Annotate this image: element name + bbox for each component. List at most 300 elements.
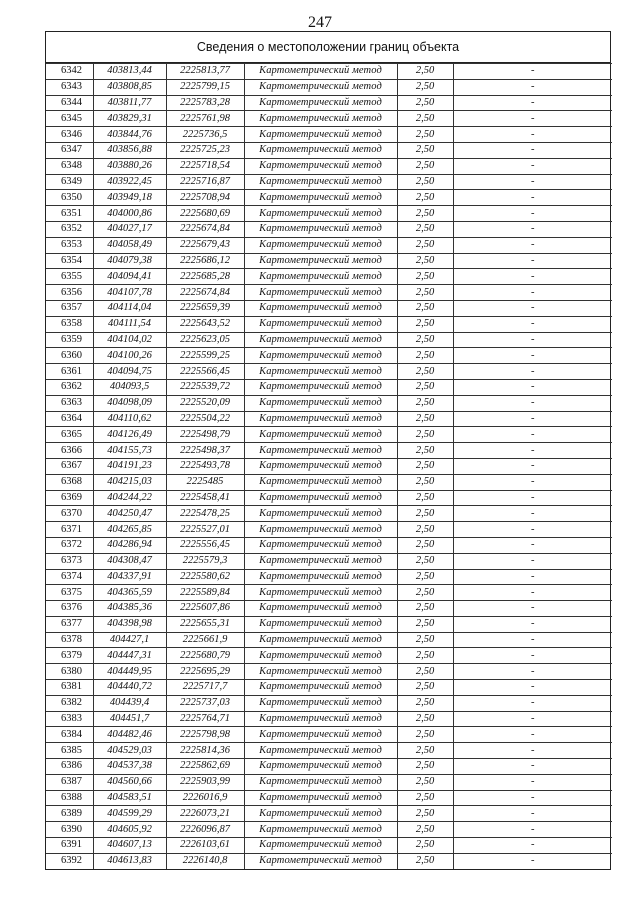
description-cell: - <box>453 774 612 790</box>
table-row <box>46 838 612 854</box>
precision-cell: 2,50 <box>397 253 453 269</box>
description-cell: - <box>453 158 612 174</box>
method-cell: Картометрический метод <box>244 206 397 222</box>
method-cell: Картометрический метод <box>244 490 397 506</box>
x-coordinate-cell: 404093,5 <box>93 379 166 395</box>
description-cell: - <box>453 332 612 348</box>
x-coordinate-cell: 403844,76 <box>93 127 166 143</box>
method-cell: Картометрический метод <box>244 395 397 411</box>
precision-cell: 2,50 <box>397 743 453 759</box>
point-number-cell: 6383 <box>46 711 93 727</box>
x-coordinate-cell: 404100,26 <box>93 348 166 364</box>
description-cell: - <box>453 111 612 127</box>
method-cell: Картометрический метод <box>244 648 397 664</box>
y-coordinate-cell: 2225659,39 <box>166 300 244 316</box>
point-number-cell: 6391 <box>46 838 93 854</box>
table-row <box>46 253 612 269</box>
y-coordinate-cell: 2225903,99 <box>166 774 244 790</box>
x-coordinate-cell: 404613,83 <box>93 853 166 868</box>
point-number-cell: 6347 <box>46 142 93 158</box>
point-number-cell: 6351 <box>46 206 93 222</box>
x-coordinate-cell: 404094,41 <box>93 269 166 285</box>
point-number-cell: 6379 <box>46 648 93 664</box>
method-cell: Картометрический метод <box>244 95 397 111</box>
point-number-cell: 6361 <box>46 364 93 380</box>
description-cell: - <box>453 759 612 775</box>
table-row <box>46 522 612 538</box>
x-coordinate-cell: 404265,85 <box>93 522 166 538</box>
description-cell: - <box>453 64 612 80</box>
precision-cell: 2,50 <box>397 285 453 301</box>
method-cell: Картометрический метод <box>244 316 397 332</box>
description-cell: - <box>453 427 612 443</box>
table-row <box>46 680 612 696</box>
precision-cell: 2,50 <box>397 127 453 143</box>
precision-cell: 2,50 <box>397 190 453 206</box>
x-coordinate-cell: 404094,75 <box>93 364 166 380</box>
y-coordinate-cell: 2225556,45 <box>166 537 244 553</box>
method-cell: Картометрический метод <box>244 411 397 427</box>
precision-cell: 2,50 <box>397 332 453 348</box>
table-row <box>46 774 612 790</box>
x-coordinate-cell: 404107,78 <box>93 285 166 301</box>
description-cell: - <box>453 142 612 158</box>
table-row <box>46 822 612 838</box>
precision-cell: 2,50 <box>397 474 453 490</box>
y-coordinate-cell: 2225493,78 <box>166 458 244 474</box>
table-row <box>46 95 612 111</box>
method-cell: Картометрический метод <box>244 838 397 854</box>
table-row <box>46 585 612 601</box>
precision-cell: 2,50 <box>397 601 453 617</box>
x-coordinate-cell: 404440,72 <box>93 680 166 696</box>
table-row <box>46 190 612 206</box>
x-coordinate-cell: 404599,29 <box>93 806 166 822</box>
point-number-cell: 6355 <box>46 269 93 285</box>
y-coordinate-cell: 2225717,7 <box>166 680 244 696</box>
description-cell: - <box>453 458 612 474</box>
point-number-cell: 6371 <box>46 522 93 538</box>
method-cell: Картометрический метод <box>244 853 397 868</box>
point-number-cell: 6384 <box>46 727 93 743</box>
y-coordinate-cell: 2225520,09 <box>166 395 244 411</box>
point-number-cell: 6346 <box>46 127 93 143</box>
table-row <box>46 569 612 585</box>
method-cell: Картометрический метод <box>244 664 397 680</box>
precision-cell: 2,50 <box>397 585 453 601</box>
description-cell: - <box>453 522 612 538</box>
method-cell: Картометрический метод <box>244 774 397 790</box>
point-number-cell: 6390 <box>46 822 93 838</box>
x-coordinate-cell: 403829,31 <box>93 111 166 127</box>
y-coordinate-cell: 2225686,12 <box>166 253 244 269</box>
point-number-cell: 6387 <box>46 774 93 790</box>
x-coordinate-cell: 404215,03 <box>93 474 166 490</box>
description-cell: - <box>453 95 612 111</box>
y-coordinate-cell: 2226096,87 <box>166 822 244 838</box>
method-cell: Картометрический метод <box>244 285 397 301</box>
description-cell: - <box>453 537 612 553</box>
precision-cell: 2,50 <box>397 206 453 222</box>
point-number-cell: 6354 <box>46 253 93 269</box>
x-coordinate-cell: 404605,92 <box>93 822 166 838</box>
coordinates-table <box>46 63 612 869</box>
method-cell: Картометрический метод <box>244 553 397 569</box>
x-coordinate-cell: 404482,46 <box>93 727 166 743</box>
point-number-cell: 6386 <box>46 759 93 775</box>
method-cell: Картометрический метод <box>244 601 397 617</box>
point-number-cell: 6363 <box>46 395 93 411</box>
description-cell: - <box>453 711 612 727</box>
description-cell: - <box>453 348 612 364</box>
method-cell: Картометрический метод <box>244 348 397 364</box>
precision-cell: 2,50 <box>397 411 453 427</box>
y-coordinate-cell: 2225566,45 <box>166 364 244 380</box>
precision-cell: 2,50 <box>397 553 453 569</box>
y-coordinate-cell: 2225679,43 <box>166 237 244 253</box>
table-row <box>46 790 612 806</box>
x-coordinate-cell: 404155,73 <box>93 443 166 459</box>
point-number-cell: 6373 <box>46 553 93 569</box>
y-coordinate-cell: 2225655,31 <box>166 616 244 632</box>
precision-cell: 2,50 <box>397 348 453 364</box>
y-coordinate-cell: 2225504,22 <box>166 411 244 427</box>
x-coordinate-cell: 403856,88 <box>93 142 166 158</box>
precision-cell: 2,50 <box>397 569 453 585</box>
table-row <box>46 695 612 711</box>
y-coordinate-cell: 2226103,61 <box>166 838 244 854</box>
description-cell: - <box>453 127 612 143</box>
description-cell: - <box>453 727 612 743</box>
description-cell: - <box>453 680 612 696</box>
description-cell: - <box>453 395 612 411</box>
table-row <box>46 237 612 253</box>
table-row <box>46 427 612 443</box>
x-coordinate-cell: 404058,49 <box>93 237 166 253</box>
x-coordinate-cell: 404286,94 <box>93 537 166 553</box>
precision-cell: 2,50 <box>397 174 453 190</box>
point-number-cell: 6392 <box>46 853 93 868</box>
y-coordinate-cell: 2225623,05 <box>166 332 244 348</box>
precision-cell: 2,50 <box>397 774 453 790</box>
y-coordinate-cell: 2225685,28 <box>166 269 244 285</box>
description-cell: - <box>453 206 612 222</box>
table-row <box>46 142 612 158</box>
page-number: 247 <box>308 14 332 31</box>
table-row <box>46 300 612 316</box>
x-coordinate-cell: 404244,22 <box>93 490 166 506</box>
x-coordinate-cell: 404365,59 <box>93 585 166 601</box>
point-number-cell: 6385 <box>46 743 93 759</box>
point-number-cell: 6362 <box>46 379 93 395</box>
point-number-cell: 6343 <box>46 79 93 95</box>
y-coordinate-cell: 2225599,25 <box>166 348 244 364</box>
y-coordinate-cell: 2225718,54 <box>166 158 244 174</box>
point-number-cell: 6368 <box>46 474 93 490</box>
method-cell: Картометрический метод <box>244 142 397 158</box>
x-coordinate-cell: 403813,44 <box>93 64 166 80</box>
precision-cell: 2,50 <box>397 759 453 775</box>
table-row <box>46 285 612 301</box>
x-coordinate-cell: 404427,1 <box>93 632 166 648</box>
y-coordinate-cell: 2225589,84 <box>166 585 244 601</box>
y-coordinate-cell: 2225661,9 <box>166 632 244 648</box>
description-cell: - <box>453 664 612 680</box>
precision-cell: 2,50 <box>397 300 453 316</box>
point-number-cell: 6381 <box>46 680 93 696</box>
y-coordinate-cell: 2225498,79 <box>166 427 244 443</box>
point-number-cell: 6375 <box>46 585 93 601</box>
description-cell: - <box>453 190 612 206</box>
precision-cell: 2,50 <box>397 95 453 111</box>
table-row <box>46 648 612 664</box>
precision-cell: 2,50 <box>397 364 453 380</box>
x-coordinate-cell: 404111,54 <box>93 316 166 332</box>
description-cell: - <box>453 838 612 854</box>
method-cell: Картометрический метод <box>244 253 397 269</box>
y-coordinate-cell: 2225580,62 <box>166 569 244 585</box>
precision-cell: 2,50 <box>397 221 453 237</box>
point-number-cell: 6374 <box>46 569 93 585</box>
description-cell: - <box>453 411 612 427</box>
point-number-cell: 6359 <box>46 332 93 348</box>
point-number-cell: 6378 <box>46 632 93 648</box>
table-row <box>46 759 612 775</box>
y-coordinate-cell: 2225862,69 <box>166 759 244 775</box>
table-row <box>46 743 612 759</box>
table-row <box>46 632 612 648</box>
table-row <box>46 174 612 190</box>
method-cell: Картометрический метод <box>244 632 397 648</box>
y-coordinate-cell: 2225643,52 <box>166 316 244 332</box>
point-number-cell: 6369 <box>46 490 93 506</box>
description-cell: - <box>453 601 612 617</box>
point-number-cell: 6366 <box>46 443 93 459</box>
point-number-cell: 6352 <box>46 221 93 237</box>
method-cell: Картометрический метод <box>244 364 397 380</box>
description-cell: - <box>453 585 612 601</box>
point-number-cell: 6376 <box>46 601 93 617</box>
x-coordinate-cell: 404191,23 <box>93 458 166 474</box>
table-row <box>46 332 612 348</box>
x-coordinate-cell: 404308,47 <box>93 553 166 569</box>
method-cell: Картометрический метод <box>244 537 397 553</box>
method-cell: Картометрический метод <box>244 569 397 585</box>
y-coordinate-cell: 2225527,01 <box>166 522 244 538</box>
table-row <box>46 158 612 174</box>
point-number-cell: 6367 <box>46 458 93 474</box>
x-coordinate-cell: 404560,66 <box>93 774 166 790</box>
description-cell: - <box>453 553 612 569</box>
precision-cell: 2,50 <box>397 727 453 743</box>
table-row <box>46 221 612 237</box>
table-row <box>46 727 612 743</box>
method-cell: Картометрический метод <box>244 443 397 459</box>
description-cell: - <box>453 853 612 868</box>
method-cell: Картометрический метод <box>244 680 397 696</box>
x-coordinate-cell: 404537,38 <box>93 759 166 775</box>
x-coordinate-cell: 404126,49 <box>93 427 166 443</box>
point-number-cell: 6345 <box>46 111 93 127</box>
method-cell: Картометрический метод <box>244 190 397 206</box>
point-number-cell: 6377 <box>46 616 93 632</box>
precision-cell: 2,50 <box>397 648 453 664</box>
table-row <box>46 79 612 95</box>
description-cell: - <box>453 443 612 459</box>
table-row <box>46 379 612 395</box>
x-coordinate-cell: 403880,26 <box>93 158 166 174</box>
table-row <box>46 553 612 569</box>
precision-cell: 2,50 <box>397 79 453 95</box>
precision-cell: 2,50 <box>397 838 453 854</box>
y-coordinate-cell: 2225674,84 <box>166 285 244 301</box>
y-coordinate-cell: 2225478,25 <box>166 506 244 522</box>
y-coordinate-cell: 2225674,84 <box>166 221 244 237</box>
description-cell: - <box>453 364 612 380</box>
point-number-cell: 6349 <box>46 174 93 190</box>
method-cell: Картометрический метод <box>244 822 397 838</box>
description-cell: - <box>453 648 612 664</box>
x-coordinate-cell: 404607,13 <box>93 838 166 854</box>
coordinates-table-frame <box>45 31 611 870</box>
method-cell: Картометрический метод <box>244 695 397 711</box>
x-coordinate-cell: 404000,86 <box>93 206 166 222</box>
method-cell: Картометрический метод <box>244 332 397 348</box>
description-cell: - <box>453 221 612 237</box>
precision-cell: 2,50 <box>397 490 453 506</box>
precision-cell: 2,50 <box>397 853 453 868</box>
y-coordinate-cell: 2225680,69 <box>166 206 244 222</box>
table-row <box>46 269 612 285</box>
y-coordinate-cell: 2225708,94 <box>166 190 244 206</box>
method-cell: Картометрический метод <box>244 221 397 237</box>
point-number-cell: 6358 <box>46 316 93 332</box>
description-cell: - <box>453 806 612 822</box>
description-cell: - <box>453 79 612 95</box>
x-coordinate-cell: 404583,51 <box>93 790 166 806</box>
point-number-cell: 6342 <box>46 64 93 80</box>
precision-cell: 2,50 <box>397 316 453 332</box>
method-cell: Картометрический метод <box>244 616 397 632</box>
table-row <box>46 316 612 332</box>
method-cell: Картометрический метод <box>244 585 397 601</box>
precision-cell: 2,50 <box>397 632 453 648</box>
description-cell: - <box>453 253 612 269</box>
method-cell: Картометрический метод <box>244 474 397 490</box>
table-row <box>46 616 612 632</box>
precision-cell: 2,50 <box>397 269 453 285</box>
method-cell: Картометрический метод <box>244 269 397 285</box>
point-number-cell: 6348 <box>46 158 93 174</box>
x-coordinate-cell: 404027,17 <box>93 221 166 237</box>
description-cell: - <box>453 632 612 648</box>
table-row <box>46 443 612 459</box>
table-row <box>46 711 612 727</box>
precision-cell: 2,50 <box>397 506 453 522</box>
table-row <box>46 806 612 822</box>
method-cell: Картометрический метод <box>244 727 397 743</box>
precision-cell: 2,50 <box>397 711 453 727</box>
precision-cell: 2,50 <box>397 695 453 711</box>
description-cell: - <box>453 269 612 285</box>
precision-cell: 2,50 <box>397 158 453 174</box>
y-coordinate-cell: 2226016,9 <box>166 790 244 806</box>
point-number-cell: 6389 <box>46 806 93 822</box>
precision-cell: 2,50 <box>397 616 453 632</box>
table-row <box>46 506 612 522</box>
x-coordinate-cell: 404098,09 <box>93 395 166 411</box>
method-cell: Картометрический метод <box>244 379 397 395</box>
point-number-cell: 6356 <box>46 285 93 301</box>
point-number-cell: 6357 <box>46 300 93 316</box>
precision-cell: 2,50 <box>397 537 453 553</box>
precision-cell: 2,50 <box>397 64 453 80</box>
method-cell: Картометрический метод <box>244 522 397 538</box>
x-coordinate-cell: 403949,18 <box>93 190 166 206</box>
precision-cell: 2,50 <box>397 443 453 459</box>
point-number-cell: 6380 <box>46 664 93 680</box>
y-coordinate-cell: 2226140,8 <box>166 853 244 868</box>
point-number-cell: 6382 <box>46 695 93 711</box>
description-cell: - <box>453 616 612 632</box>
table-row <box>46 206 612 222</box>
table-row <box>46 127 612 143</box>
y-coordinate-cell: 2225761,98 <box>166 111 244 127</box>
point-number-cell: 6364 <box>46 411 93 427</box>
table-row <box>46 111 612 127</box>
y-coordinate-cell: 2225716,87 <box>166 174 244 190</box>
y-coordinate-cell: 2225680,79 <box>166 648 244 664</box>
x-coordinate-cell: 403811,77 <box>93 95 166 111</box>
description-cell: - <box>453 379 612 395</box>
description-cell: - <box>453 743 612 759</box>
x-coordinate-cell: 404114,04 <box>93 300 166 316</box>
precision-cell: 2,50 <box>397 806 453 822</box>
table-row <box>46 395 612 411</box>
table-row <box>46 474 612 490</box>
x-coordinate-cell: 403922,45 <box>93 174 166 190</box>
description-cell: - <box>453 237 612 253</box>
method-cell: Картометрический метод <box>244 174 397 190</box>
table-title: Сведения о местоположении границ объекта <box>46 32 610 63</box>
y-coordinate-cell: 2225579,3 <box>166 553 244 569</box>
y-coordinate-cell: 2225498,37 <box>166 443 244 459</box>
description-cell: - <box>453 300 612 316</box>
method-cell: Картометрический метод <box>244 79 397 95</box>
table-row <box>46 64 612 80</box>
method-cell: Картометрический метод <box>244 127 397 143</box>
x-coordinate-cell: 404385,36 <box>93 601 166 617</box>
x-coordinate-cell: 404451,7 <box>93 711 166 727</box>
x-coordinate-cell: 404250,47 <box>93 506 166 522</box>
point-number-cell: 6350 <box>46 190 93 206</box>
precision-cell: 2,50 <box>397 680 453 696</box>
table-row <box>46 364 612 380</box>
description-cell: - <box>453 316 612 332</box>
y-coordinate-cell: 2225695,29 <box>166 664 244 680</box>
x-coordinate-cell: 403808,85 <box>93 79 166 95</box>
x-coordinate-cell: 404529,03 <box>93 743 166 759</box>
point-number-cell: 6360 <box>46 348 93 364</box>
table-row <box>46 601 612 617</box>
precision-cell: 2,50 <box>397 427 453 443</box>
description-cell: - <box>453 822 612 838</box>
table-row <box>46 490 612 506</box>
precision-cell: 2,50 <box>397 822 453 838</box>
table-row <box>46 411 612 427</box>
y-coordinate-cell: 2225764,71 <box>166 711 244 727</box>
precision-cell: 2,50 <box>397 111 453 127</box>
